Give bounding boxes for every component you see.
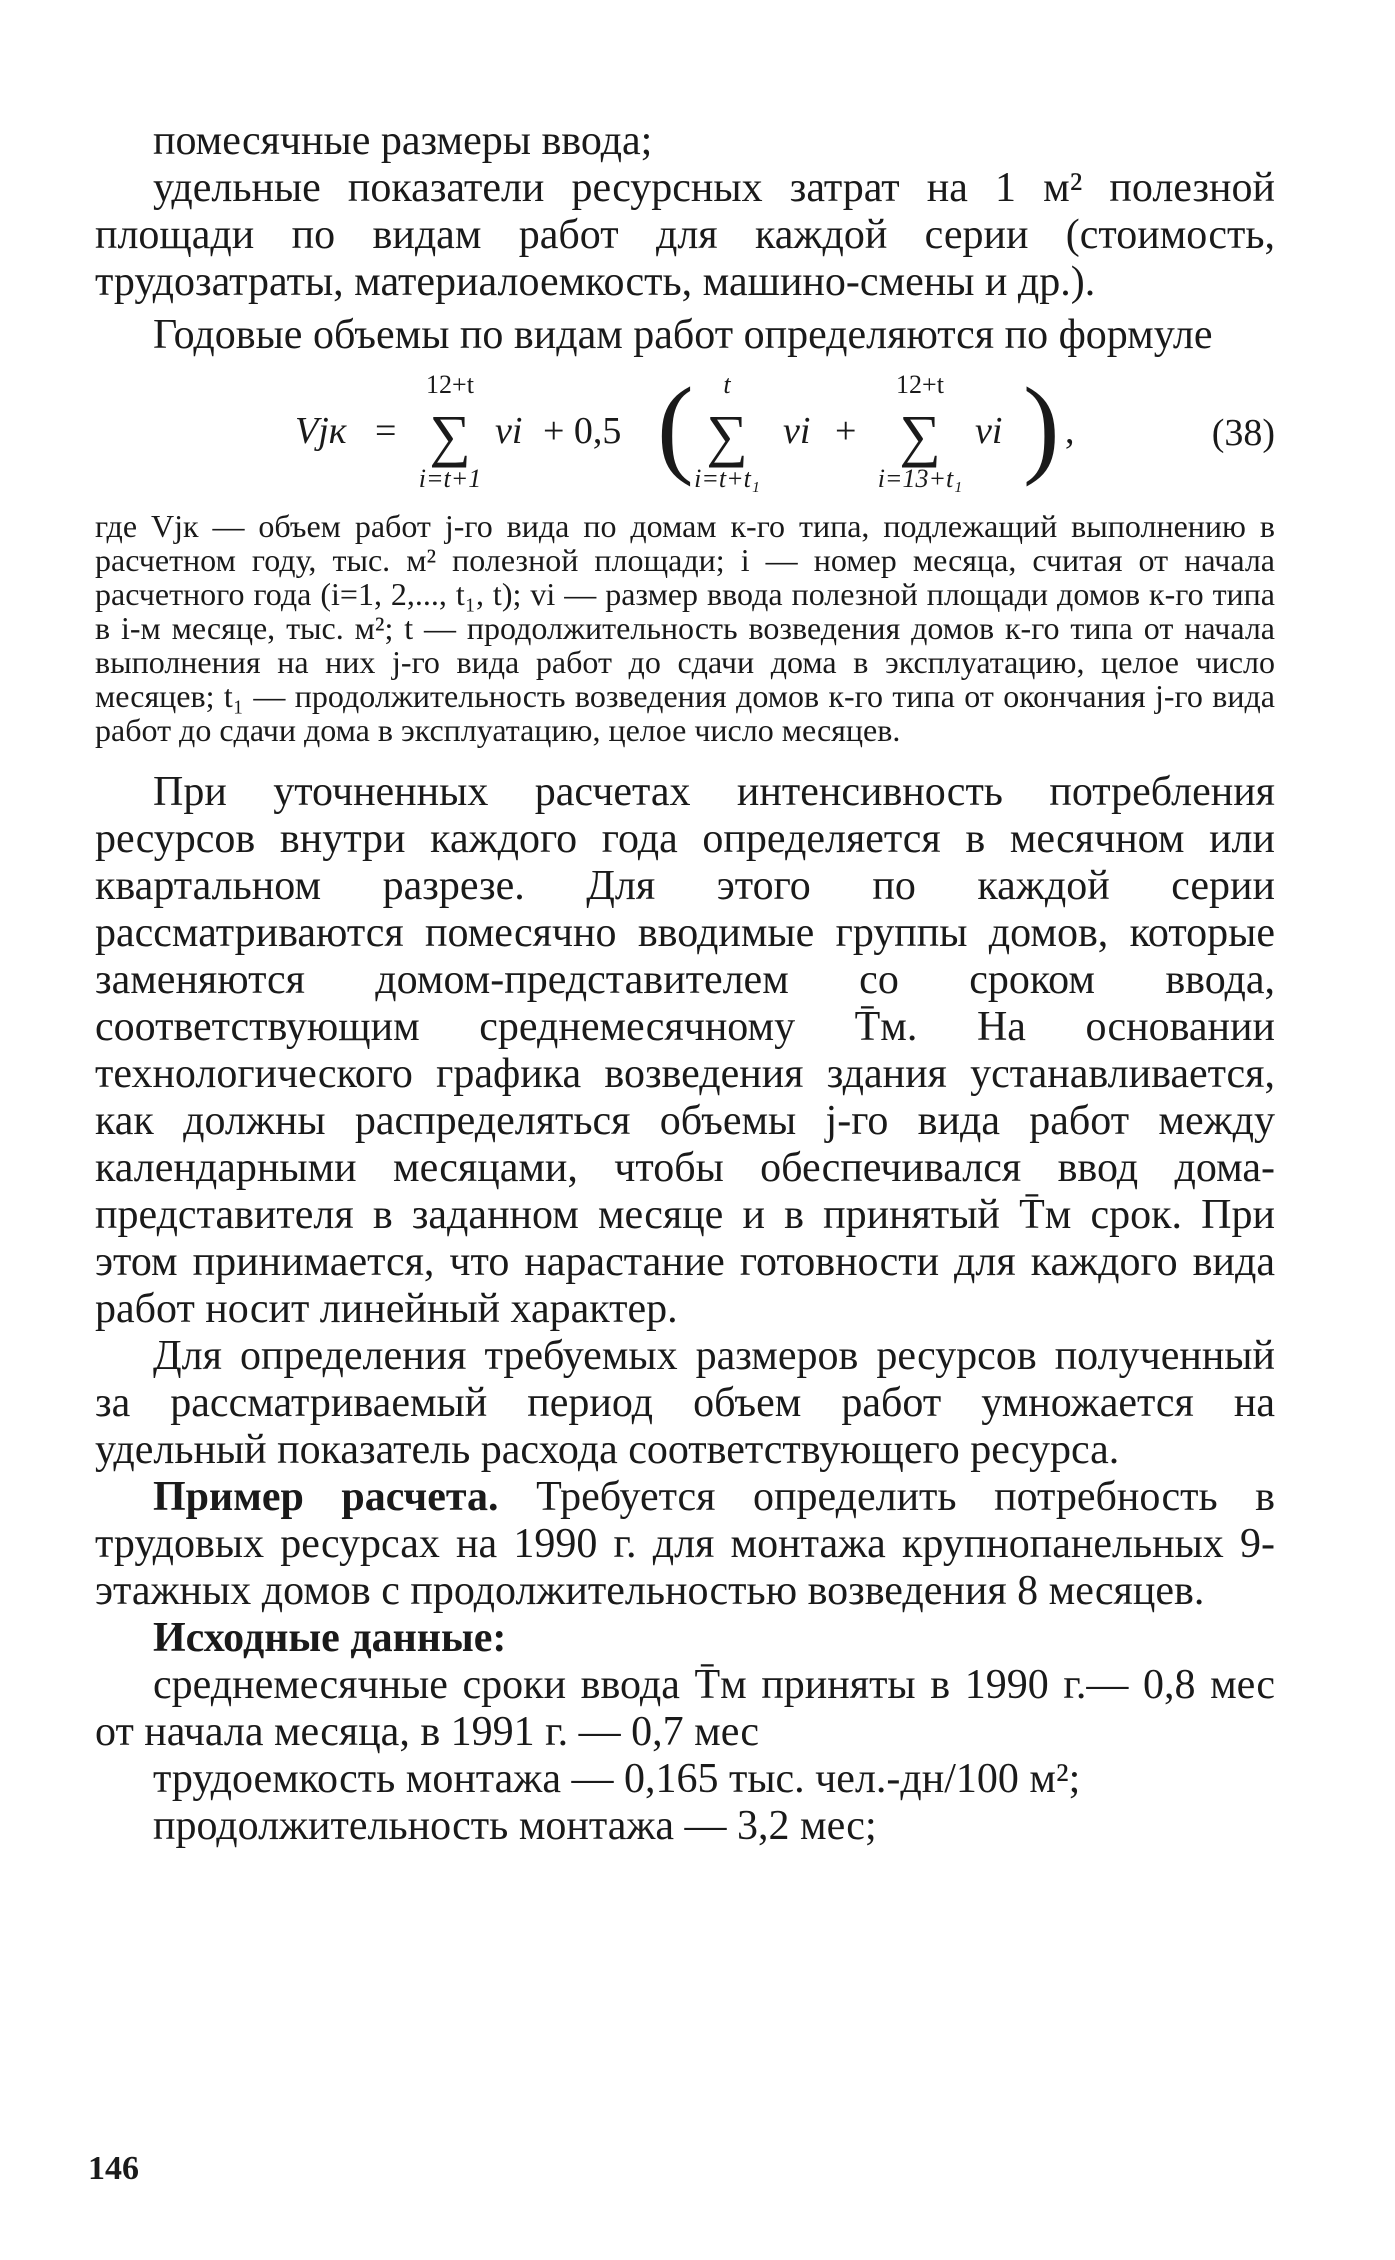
formula-lhs: Vjк (295, 410, 347, 452)
sum2-sigma-icon: ∑ (706, 403, 748, 468)
source-data-heading: Исходные данные: (153, 1615, 507, 1661)
sum2-top: t (723, 370, 731, 399)
example-text: Требуется определить потребность в трудовых ресурсах на 1990 г. для монтажа крупнопанельных 9-этажных домов с продолжительностью возведения 8 месяцев. (95, 1474, 1275, 1614)
source-item-input-terms: среднемесячные сроки ввода T̄м приняты в 1990 г.— 0,8 мес от начала месяца, в 1991 г. — 0,7 мес (95, 1662, 1275, 1755)
page-body (95, 118, 1275, 1850)
paragraph-specific-indicators: удельные показатели ресурсных затрат на 1 м² полезной площади по видам работ для каждой серии (стоимость, трудозатраты, материалоемкость, машино-смены и др.). (95, 165, 1275, 305)
equation-number: (38) (1211, 412, 1275, 454)
example-label: Пример расчета. (153, 1474, 499, 1520)
right-paren-icon: ) (1023, 365, 1060, 487)
page-number: 146 (88, 2150, 139, 2187)
formula-38 (95, 363, 1275, 503)
formula-comma: , (1065, 410, 1075, 452)
sum2-bottom: i=t+t₁ (694, 464, 760, 493)
formula-explanation: где Vjк — объем работ j-го вида по домам к-го типа, подлежащий выполнению в расчетном году, тыс. м² полезной площади; i — номер месяца, считая от начала расчетного года (i=1, 2,..., t₁, t); vi — размер ввода полезной площади домов к-го типа в i-м месяце, тыс. м²; t — продолжительность возведения домов к-го типа от начала выполнения на них j-го вида работ до сдачи дома в эксплуатацию, целое число месяцев; t₁ — продолжительность возведения домов к-го типа от окончания j-го вида работ до сдачи дома в эксплуатацию, целое число месяцев. (95, 508, 1275, 748)
paragraph-resource-determination: Для определения требуемых размеров ресурсов полученный за рассматриваемый период объем работ умножается на удельный показатель расхода соответствующего ресурса. (95, 1333, 1275, 1473)
paragraph-example (95, 1474, 1275, 1615)
sum1-bottom: i=t+1 (418, 464, 482, 493)
sum1-sigma-icon: ∑ (429, 403, 471, 468)
sum3-sigma-icon: ∑ (899, 403, 941, 468)
sum3-top: 12+t (896, 370, 944, 399)
paragraph-monthly-input: помесячные размеры ввода; (153, 118, 653, 164)
paragraph-refined-calculations: При уточненных расчетах интенсивность потребления ресурсов внутри каждого года определяется в месячном или квартальном разрезе. Для этого по каждой серии рассматриваются помесячно вводимые группы домов, которые заменяются домом-представителем со сроком ввода, соответствующим среднемесячному T̄м. На основании технологического графика возведения здания устанавливается, как должны распределяться объемы j-го вида работ между календарными месяцами, чтобы обеспечивался ввод дома-представителя в заданном месяце и в принятый T̄м срок. При этом принимается, что нарастание готовности для каждого вида работ носит линейный характер. (95, 769, 1275, 1332)
plus-sign: + (835, 410, 857, 452)
term2: vi (783, 410, 811, 452)
left-paren-icon: ( (657, 365, 694, 487)
paragraph-annual-volumes: Годовые объемы по видам работ определяются по формуле (153, 312, 1213, 358)
formula-svg (295, 363, 1125, 503)
sum1-top: 12+t (426, 370, 474, 399)
coef-term: + 0,5 (543, 410, 622, 452)
formula-equals: = (375, 410, 397, 452)
term1: vi (495, 410, 523, 452)
term3: vi (975, 410, 1003, 452)
source-item-duration: продолжительность монтажа — 3,2 мес; (153, 1803, 877, 1849)
source-item-labor-intensity: трудоемкость монтажа — 0,165 тыс. чел.-дн/100 м²; (153, 1756, 1081, 1802)
sum3-bottom: i=13+t₁ (877, 464, 963, 493)
